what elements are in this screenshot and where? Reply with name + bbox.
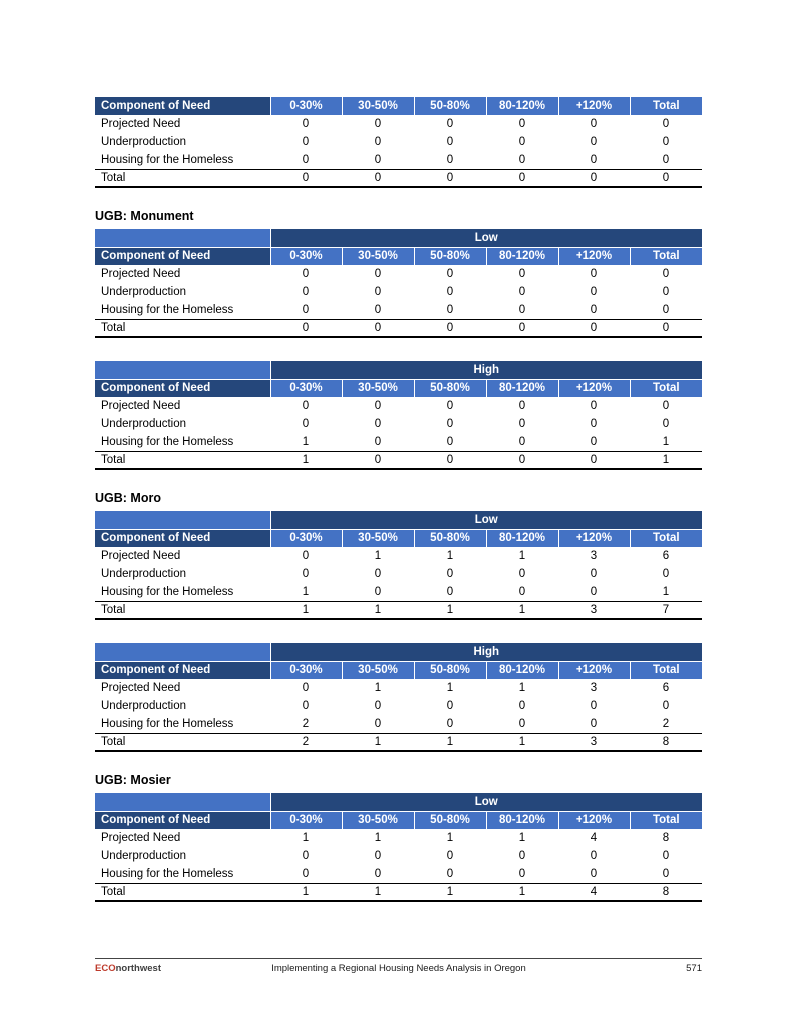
- value-cell: 0: [374, 700, 382, 712]
- page-footer: [95, 958, 702, 974]
- header-row: [95, 247, 702, 265]
- scenario-band-label: Low: [270, 229, 702, 247]
- value-cell: 1: [630, 583, 702, 601]
- column-header: 30-50%: [342, 811, 414, 829]
- column-header: 0-30%: [270, 811, 342, 829]
- scenario-band-row: [95, 793, 702, 811]
- column-header: +120%: [558, 379, 630, 397]
- total-value-cell: 0: [558, 319, 630, 337]
- footer-report-title: Implementing a Regional Housing Needs Analysis in Oregon: [271, 963, 526, 974]
- value-cell: 0: [590, 418, 598, 430]
- column-header: +120%: [558, 529, 630, 547]
- header-row: [95, 379, 702, 397]
- value-cell: 0: [342, 865, 414, 883]
- total-value-cell: 1: [414, 883, 486, 901]
- total-value-cell: 0: [558, 451, 630, 469]
- data-row: [95, 679, 702, 697]
- value-cell: 0: [630, 301, 702, 319]
- scenario-band-label: High: [270, 361, 702, 379]
- value-cell: 0: [662, 568, 670, 580]
- value-cell: 0: [414, 151, 486, 169]
- value-cell: 1: [446, 682, 454, 694]
- value-cell: 0: [486, 151, 558, 169]
- value-cell: 0: [374, 286, 382, 298]
- table-gap: [95, 338, 702, 361]
- value-cell: 0: [302, 268, 310, 280]
- value-cell: 0: [590, 400, 598, 412]
- column-header: 0-30%: [270, 661, 342, 679]
- column-header: 50-80%: [414, 97, 486, 115]
- scenario-band-spacer: [95, 793, 270, 811]
- total-value-cell: 1: [414, 733, 486, 751]
- value-cell: 0: [662, 118, 670, 130]
- value-cell: 0: [446, 850, 454, 862]
- housing-needs-table: [95, 643, 702, 752]
- component-of-need-header: Component of Need: [95, 811, 270, 829]
- value-cell: 0: [302, 286, 310, 298]
- data-row: [95, 115, 702, 133]
- column-header: 80-120%: [486, 529, 558, 547]
- value-cell: 0: [374, 418, 382, 430]
- total-value-cell: 4: [558, 883, 630, 901]
- value-cell: 8: [662, 832, 670, 844]
- value-cell: 0: [414, 715, 486, 733]
- component-of-need-header: Component of Need: [95, 379, 270, 397]
- data-row: [95, 133, 702, 151]
- value-cell: 0: [302, 700, 310, 712]
- total-value-cell: 1: [342, 601, 414, 619]
- value-cell: 0: [302, 136, 310, 148]
- total-row-label: Total: [95, 601, 270, 619]
- value-cell: 0: [270, 151, 342, 169]
- value-cell: 0: [486, 583, 558, 601]
- value-cell: 1: [446, 832, 454, 844]
- total-value-cell: 8: [630, 883, 702, 901]
- row-label: Underproduction: [101, 700, 187, 712]
- value-cell: 0: [662, 268, 670, 280]
- column-header: Total: [630, 529, 702, 547]
- value-cell: 0: [558, 715, 630, 733]
- value-cell: 1: [630, 433, 702, 451]
- component-of-need-header: Component of Need: [95, 247, 270, 265]
- row-label: Underproduction: [101, 418, 187, 430]
- data-row: [95, 415, 702, 433]
- value-cell: 0: [446, 268, 454, 280]
- total-value-cell: 7: [630, 601, 702, 619]
- housing-needs-table: [95, 229, 702, 338]
- data-row: [95, 301, 702, 319]
- housing-needs-table: [95, 511, 702, 620]
- value-cell: 1: [518, 550, 526, 562]
- value-cell: 0: [662, 418, 670, 430]
- value-cell: 0: [374, 568, 382, 580]
- value-cell: 1: [374, 832, 382, 844]
- value-cell: 0: [590, 268, 598, 280]
- column-header: +120%: [558, 97, 630, 115]
- value-cell: 0: [374, 136, 382, 148]
- row-label: Underproduction: [101, 136, 187, 148]
- value-cell: 0: [270, 301, 342, 319]
- value-cell: 0: [518, 700, 526, 712]
- total-value-cell: 0: [486, 169, 558, 187]
- value-cell: 0: [342, 715, 414, 733]
- column-header: +120%: [558, 661, 630, 679]
- value-cell: 6: [662, 550, 670, 562]
- row-label: Projected Need: [101, 118, 181, 130]
- total-row: [95, 733, 702, 751]
- value-cell: 0: [590, 568, 598, 580]
- total-value-cell: 1: [486, 733, 558, 751]
- value-cell: 1: [270, 583, 342, 601]
- total-value-cell: 1: [342, 733, 414, 751]
- total-row: [95, 451, 702, 469]
- total-value-cell: 0: [486, 319, 558, 337]
- value-cell: 0: [414, 865, 486, 883]
- value-cell: 3: [590, 682, 598, 694]
- row-label: Underproduction: [101, 286, 187, 298]
- value-cell: 0: [446, 136, 454, 148]
- row-label: Housing for the Homeless: [95, 151, 270, 169]
- total-row-label: Total: [95, 451, 270, 469]
- column-header: Total: [630, 661, 702, 679]
- total-value-cell: 2: [270, 733, 342, 751]
- scenario-band-label: High: [270, 643, 702, 661]
- total-value-cell: 1: [270, 883, 342, 901]
- total-value-cell: 3: [558, 601, 630, 619]
- value-cell: 0: [446, 418, 454, 430]
- column-header: 50-80%: [414, 529, 486, 547]
- value-cell: 0: [302, 682, 310, 694]
- column-header: 30-50%: [342, 529, 414, 547]
- column-header: 50-80%: [414, 247, 486, 265]
- total-row: [95, 601, 702, 619]
- value-cell: 1: [518, 682, 526, 694]
- value-cell: 1: [302, 832, 310, 844]
- total-row-label: Total: [95, 733, 270, 751]
- ugb-heading: UGB: Mosier: [95, 773, 171, 787]
- data-row: [95, 283, 702, 301]
- value-cell: 0: [374, 850, 382, 862]
- value-cell: 0: [662, 850, 670, 862]
- value-cell: 1: [446, 550, 454, 562]
- value-cell: 0: [558, 865, 630, 883]
- total-value-cell: 0: [414, 319, 486, 337]
- total-value-cell: 0: [270, 319, 342, 337]
- column-header: 30-50%: [342, 97, 414, 115]
- data-row: [95, 265, 702, 283]
- value-cell: 0: [446, 286, 454, 298]
- value-cell: 0: [446, 118, 454, 130]
- value-cell: 0: [302, 550, 310, 562]
- value-cell: 0: [374, 118, 382, 130]
- housing-needs-table: [95, 793, 702, 902]
- report-content: [95, 97, 702, 902]
- header-row: [95, 97, 702, 115]
- total-row: [95, 169, 702, 187]
- value-cell: 3: [590, 550, 598, 562]
- total-value-cell: 1: [486, 601, 558, 619]
- value-cell: 1: [374, 682, 382, 694]
- value-cell: 0: [558, 583, 630, 601]
- value-cell: 0: [446, 400, 454, 412]
- value-cell: 0: [374, 268, 382, 280]
- value-cell: 1: [374, 550, 382, 562]
- scenario-band-row: [95, 511, 702, 529]
- value-cell: 0: [590, 136, 598, 148]
- ugb-heading: UGB: Monument: [95, 209, 194, 223]
- column-header: 80-120%: [486, 661, 558, 679]
- table-gap: [95, 620, 702, 643]
- value-cell: 0: [518, 286, 526, 298]
- value-cell: 0: [302, 118, 310, 130]
- data-row: [95, 697, 702, 715]
- page-number: 571: [686, 963, 702, 974]
- value-cell: 0: [342, 433, 414, 451]
- column-header: 30-50%: [342, 247, 414, 265]
- value-cell: 0: [518, 136, 526, 148]
- row-label: Projected Need: [101, 400, 181, 412]
- value-cell: 0: [518, 850, 526, 862]
- total-value-cell: 0: [630, 319, 702, 337]
- value-cell: 0: [374, 400, 382, 412]
- value-cell: 0: [486, 433, 558, 451]
- value-cell: 0: [558, 151, 630, 169]
- column-header: +120%: [558, 811, 630, 829]
- value-cell: 2: [630, 715, 702, 733]
- total-value-cell: 1: [342, 883, 414, 901]
- column-header: 0-30%: [270, 97, 342, 115]
- value-cell: 0: [630, 865, 702, 883]
- value-cell: 0: [662, 286, 670, 298]
- logo-eco: ECO: [95, 963, 116, 974]
- value-cell: 0: [662, 700, 670, 712]
- total-value-cell: 0: [630, 169, 702, 187]
- scenario-band-spacer: [95, 361, 270, 379]
- logo-northwest: northwest: [115, 963, 161, 974]
- value-cell: 2: [270, 715, 342, 733]
- data-row: [95, 565, 702, 583]
- value-cell: 0: [486, 715, 558, 733]
- value-cell: 6: [662, 682, 670, 694]
- total-row: [95, 319, 702, 337]
- value-cell: 0: [270, 865, 342, 883]
- header-row: [95, 811, 702, 829]
- value-cell: 0: [302, 418, 310, 430]
- row-label: Housing for the Homeless: [95, 301, 270, 319]
- column-header: 0-30%: [270, 247, 342, 265]
- row-label: Housing for the Homeless: [95, 583, 270, 601]
- data-row: [95, 547, 702, 565]
- value-cell: 0: [590, 700, 598, 712]
- value-cell: 0: [302, 400, 310, 412]
- column-header: Total: [630, 97, 702, 115]
- value-cell: 1: [518, 832, 526, 844]
- row-label: Projected Need: [101, 832, 181, 844]
- total-value-cell: 0: [270, 169, 342, 187]
- data-row: [95, 397, 702, 415]
- scenario-band-label: Low: [270, 793, 702, 811]
- value-cell: 0: [486, 301, 558, 319]
- econorthwest-logo: [95, 963, 265, 974]
- scenario-band-row: [95, 361, 702, 379]
- header-row: [95, 661, 702, 679]
- value-cell: 0: [558, 433, 630, 451]
- value-cell: 0: [590, 118, 598, 130]
- data-row: [95, 847, 702, 865]
- row-label: Housing for the Homeless: [95, 715, 270, 733]
- value-cell: 0: [302, 568, 310, 580]
- value-cell: 4: [590, 832, 598, 844]
- column-header: 30-50%: [342, 379, 414, 397]
- total-value-cell: 0: [342, 319, 414, 337]
- housing-needs-table: [95, 361, 702, 470]
- total-value-cell: 0: [414, 169, 486, 187]
- value-cell: 0: [518, 118, 526, 130]
- column-header: 80-120%: [486, 379, 558, 397]
- total-row: [95, 883, 702, 901]
- value-cell: 0: [414, 433, 486, 451]
- value-cell: 0: [662, 400, 670, 412]
- total-value-cell: 3: [558, 733, 630, 751]
- ugb-heading: UGB: Moro: [95, 491, 161, 505]
- component-of-need-header: Component of Need: [95, 97, 270, 115]
- value-cell: 0: [302, 850, 310, 862]
- housing-needs-table: [95, 97, 702, 188]
- column-header: Total: [630, 379, 702, 397]
- value-cell: 0: [590, 850, 598, 862]
- value-cell: 0: [342, 301, 414, 319]
- row-label: Underproduction: [101, 568, 187, 580]
- column-header: Total: [630, 811, 702, 829]
- value-cell: 0: [518, 400, 526, 412]
- total-row-label: Total: [95, 883, 270, 901]
- scenario-band-spacer: [95, 643, 270, 661]
- total-value-cell: 0: [342, 169, 414, 187]
- data-row: [95, 715, 702, 733]
- row-label: Housing for the Homeless: [95, 865, 270, 883]
- total-value-cell: 1: [414, 601, 486, 619]
- row-label: Projected Need: [101, 550, 181, 562]
- column-header: 80-120%: [486, 97, 558, 115]
- data-row: [95, 829, 702, 847]
- total-value-cell: 0: [558, 169, 630, 187]
- total-value-cell: 1: [630, 451, 702, 469]
- value-cell: 0: [518, 268, 526, 280]
- total-value-cell: 0: [414, 451, 486, 469]
- column-header: Total: [630, 247, 702, 265]
- data-row: [95, 583, 702, 601]
- data-row: [95, 151, 702, 169]
- value-cell: 0: [518, 418, 526, 430]
- value-cell: 0: [446, 568, 454, 580]
- value-cell: 0: [662, 136, 670, 148]
- value-cell: 0: [414, 301, 486, 319]
- total-value-cell: 1: [486, 883, 558, 901]
- total-value-cell: 1: [270, 451, 342, 469]
- component-of-need-header: Component of Need: [95, 661, 270, 679]
- data-row: [95, 865, 702, 883]
- total-row-label: Total: [95, 169, 270, 187]
- value-cell: 0: [590, 286, 598, 298]
- column-header: 80-120%: [486, 811, 558, 829]
- value-cell: 1: [270, 433, 342, 451]
- total-row-label: Total: [95, 319, 270, 337]
- column-header: +120%: [558, 247, 630, 265]
- total-value-cell: 0: [486, 451, 558, 469]
- column-header: 50-80%: [414, 811, 486, 829]
- value-cell: 0: [414, 583, 486, 601]
- scenario-band-row: [95, 643, 702, 661]
- value-cell: 0: [486, 865, 558, 883]
- value-cell: 0: [558, 301, 630, 319]
- value-cell: 0: [446, 700, 454, 712]
- scenario-band-spacer: [95, 511, 270, 529]
- column-header: 0-30%: [270, 529, 342, 547]
- value-cell: 0: [630, 151, 702, 169]
- scenario-band-spacer: [95, 229, 270, 247]
- data-row: [95, 433, 702, 451]
- row-label: Housing for the Homeless: [95, 433, 270, 451]
- column-header: 0-30%: [270, 379, 342, 397]
- tables-root: [95, 97, 702, 902]
- row-label: Underproduction: [101, 850, 187, 862]
- value-cell: 0: [342, 583, 414, 601]
- column-header: 80-120%: [486, 247, 558, 265]
- column-header: 30-50%: [342, 661, 414, 679]
- row-label: Projected Need: [101, 268, 181, 280]
- column-header: 50-80%: [414, 379, 486, 397]
- scenario-band-label: Low: [270, 511, 702, 529]
- row-label: Projected Need: [101, 682, 181, 694]
- column-header: 50-80%: [414, 661, 486, 679]
- component-of-need-header: Component of Need: [95, 529, 270, 547]
- total-value-cell: 1: [270, 601, 342, 619]
- value-cell: 0: [342, 151, 414, 169]
- scenario-band-row: [95, 229, 702, 247]
- value-cell: 0: [518, 568, 526, 580]
- total-value-cell: 8: [630, 733, 702, 751]
- total-value-cell: 0: [342, 451, 414, 469]
- header-row: [95, 529, 702, 547]
